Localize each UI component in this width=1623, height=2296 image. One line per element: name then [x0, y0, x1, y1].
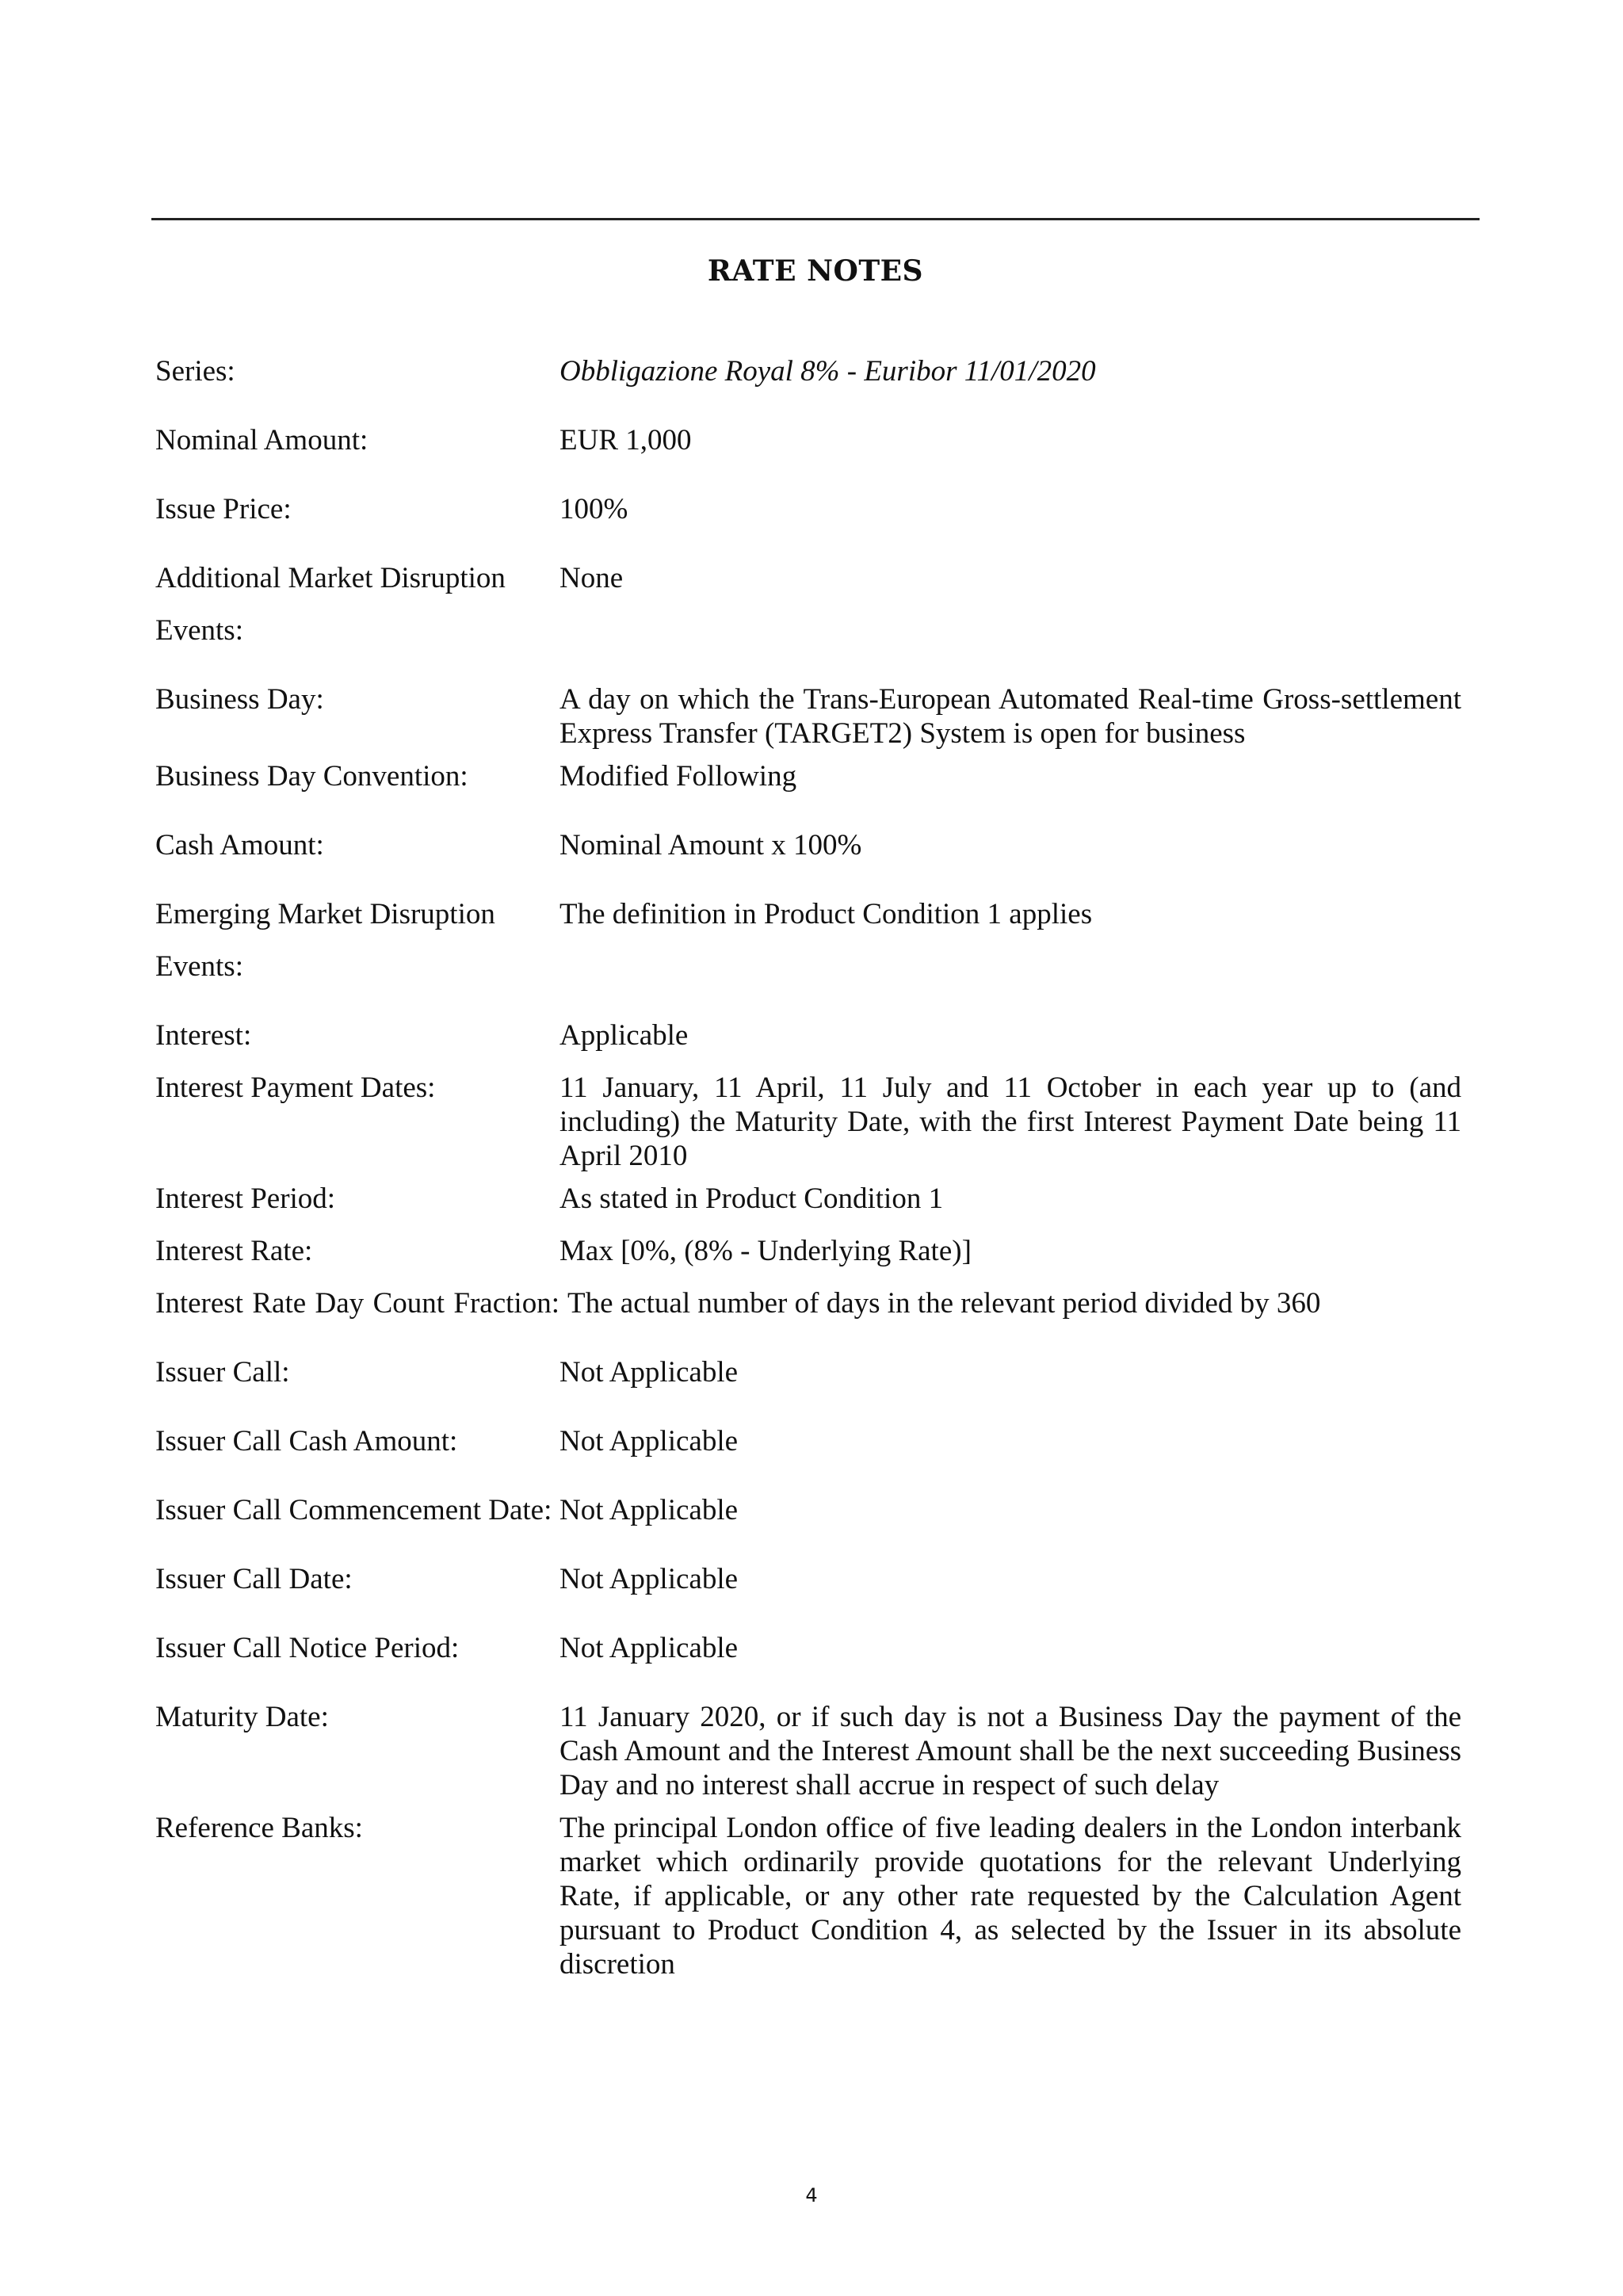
term-value: 100%	[559, 493, 628, 525]
term-row-issue-price	[155, 483, 1461, 536]
term-row-interest-rate	[155, 1225, 1461, 1278]
term-label: Issuer Call:	[155, 1356, 290, 1389]
term-row-interest-payment-dates	[155, 1062, 1461, 1173]
term-value: 11 January, 11 April, 11 July and 11 October in each year up to (and including) the Maturity Date, with the first Interest Payment Date being 11 April 2010	[559, 1072, 1461, 1172]
term-row-issuer-call-date	[155, 1553, 1461, 1606]
term-value: Nominal Amount x 100%	[559, 829, 862, 861]
term-value: Not Applicable	[559, 1563, 739, 1595]
term-label: Issuer Call Notice Period:	[155, 1632, 460, 1664]
term-label: Interest Period:	[155, 1182, 336, 1215]
term-row-issuer-call	[155, 1347, 1461, 1399]
term-label: Issuer Call Commencement Date:	[155, 1494, 552, 1526]
term-label: Issuer Call Date:	[155, 1563, 353, 1595]
term-row-issuer-call-commencement-date	[155, 1484, 1461, 1537]
term-value: Max [0%, (8% - Underlying Rate)]	[559, 1235, 972, 1267]
term-value: None	[559, 562, 624, 594]
term-value: Obbligazione Royal 8% - Euribor 11/01/2020	[559, 355, 1096, 388]
term-row-reference-banks	[155, 1802, 1461, 1981]
header-rule	[151, 218, 1480, 220]
term-value: Modified Following	[559, 760, 797, 793]
term-label: Cash Amount:	[155, 829, 324, 861]
term-row-interest-rate-day-count-fraction	[155, 1278, 1461, 1330]
document-title: RATE NOTES	[707, 254, 924, 288]
term-label: Business Day:	[155, 683, 324, 716]
term-label: Reference Banks:	[155, 1812, 363, 1844]
term-row-interest	[155, 1010, 1461, 1062]
term-label: Issuer Call Cash Amount:	[155, 1425, 458, 1457]
term-value: The definition in Product Condition 1 applies	[559, 898, 1093, 930]
term-row-issuer-call-cash-amount	[155, 1415, 1461, 1468]
page-number: 4	[805, 2184, 818, 2206]
term-label: Interest Rate Day Count Fraction:	[155, 1287, 559, 1320]
term-row-interest-period	[155, 1173, 1461, 1225]
term-value: Applicable	[559, 1019, 689, 1052]
term-label: Additional Market Disruption Events:	[155, 562, 506, 647]
term-value: The actual number of days in the relevant period divided by 360	[567, 1287, 1321, 1320]
term-label: Issue Price:	[155, 493, 292, 525]
term-value: As stated in Product Condition 1	[559, 1182, 944, 1215]
term-row-additional-market-disruption-events	[155, 552, 1461, 657]
term-row-business-day	[155, 674, 1461, 751]
term-label: Interest Rate:	[155, 1235, 313, 1267]
term-label: Business Day Convention:	[155, 760, 468, 793]
terms-list	[155, 346, 1461, 1981]
term-row-business-day-convention	[155, 751, 1461, 803]
term-value: Not Applicable	[559, 1632, 739, 1664]
term-row-emerging-market-disruption-events	[155, 888, 1461, 993]
term-row-maturity-date	[155, 1691, 1461, 1802]
term-value: Not Applicable	[559, 1425, 739, 1457]
term-row-nominal-amount	[155, 415, 1461, 467]
term-value: 11 January 2020, or if such day is not a Business Day the payment of the Cash Amount and the Interest Amount shall be the next succeeding Business Day and no interest shall accrue in respect of such delay	[559, 1701, 1461, 1801]
term-label: Interest Payment Dates:	[155, 1072, 436, 1104]
term-label: Series:	[155, 355, 235, 388]
term-value: EUR 1,000	[559, 424, 692, 457]
term-row-series	[155, 346, 1461, 398]
term-value: Not Applicable	[559, 1494, 739, 1526]
term-row-issuer-call-notice-period	[155, 1622, 1461, 1675]
term-label: Nominal Amount:	[155, 424, 369, 457]
term-value: Not Applicable	[559, 1356, 739, 1389]
term-label: Maturity Date:	[155, 1701, 329, 1733]
term-value: A day on which the Trans-European Automated Real-time Gross-settlement Express Transfer (TARGET2) System is open for business	[559, 683, 1461, 750]
term-label: Interest:	[155, 1019, 252, 1052]
term-row-cash-amount	[155, 819, 1461, 872]
term-value: The principal London office of five leading dealers in the London interbank market which ordinarily provide quotations for the relevant Underlying Rate, if applicable, or any other rate requested by the Calculation Agent pursuant to Product Condition 4, as selected by the Issuer in its absolute discretion	[559, 1812, 1461, 1981]
term-label: Emerging Market Disruption Events:	[155, 898, 495, 983]
